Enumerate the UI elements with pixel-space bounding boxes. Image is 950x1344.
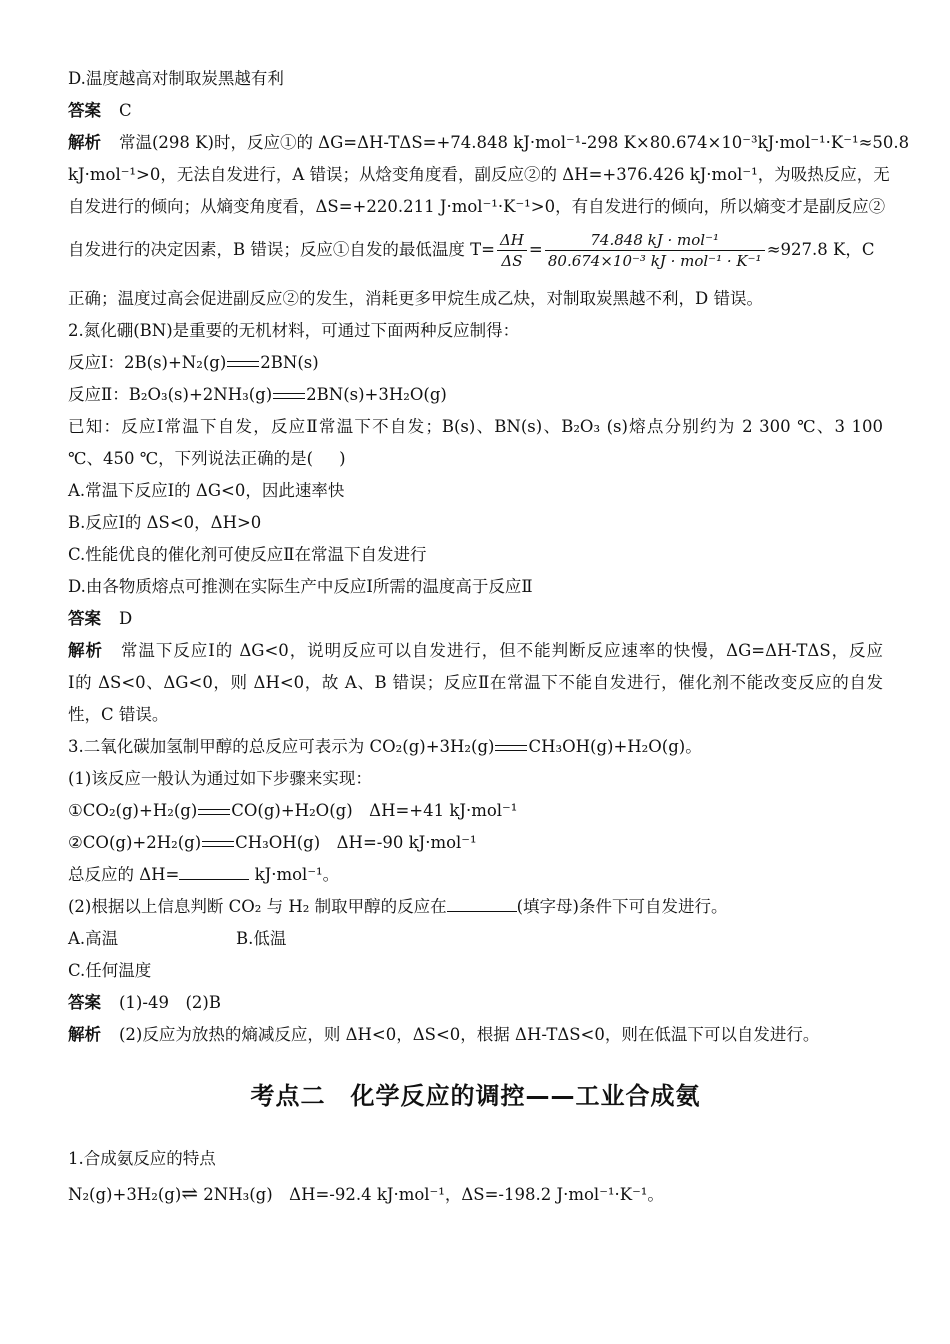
- option-c: C.任何温度: [68, 961, 152, 980]
- known-line: 已知：反应Ⅰ常温下自发，反应Ⅱ常温下不自发；B(s)、BN(s)、B₂O₃ (s)熔点分别约为 2 300 ℃、3 100: [68, 417, 883, 436]
- answer-line: [68, 992, 221, 1014]
- total-dh-line: [68, 864, 339, 886]
- equilibrium-icon: [495, 743, 527, 753]
- option-d: D.由各物质熔点可推测在实际生产中反应Ⅰ所需的温度高于反应Ⅱ: [68, 577, 533, 596]
- explanation-line: kJ·mol⁻¹>0，无法自发进行，A 错误；从焓变角度看，副反应②的 ΔH=+376.426 kJ·mol⁻¹，为吸热反应，无: [68, 165, 890, 184]
- option-a: A.常温下反应Ⅰ的 ΔG<0，因此速率快: [68, 481, 345, 500]
- question-3-part-2: [68, 896, 728, 918]
- explanation-line: [68, 1024, 819, 1046]
- equals-sign: =: [528, 240, 543, 259]
- step-text: ①CO₂(g)+H₂(g): [68, 801, 198, 820]
- explanation-line: 性，C 错误。: [68, 705, 169, 724]
- equilibrium-icon: [227, 359, 259, 369]
- reaction-text: 2NH₃(g) ΔH=-92.4 kJ·mol⁻¹，ΔS=-198.2 J·mol⁻¹·K⁻¹。: [198, 1185, 664, 1204]
- question-text: (填字母)条件下可自发进行。: [516, 897, 728, 916]
- reaction-2: [68, 384, 447, 406]
- fraction-numerator: 74.848 kJ · mol⁻¹: [545, 230, 765, 251]
- answer-tag: 答案: [68, 609, 101, 628]
- explanation-formula-line: [68, 228, 874, 272]
- question-2: 2.氮化硼(BN)是重要的无机材料，可通过下面两种反应制得：: [68, 321, 520, 340]
- equilibrium-icon: [273, 391, 305, 401]
- point-1: 1.合成氨反应的特点: [68, 1149, 216, 1168]
- reaction-text: 2BN(s): [260, 353, 319, 372]
- explanation-text: (2)反应为放热的熵减反应，则 ΔH<0，ΔS<0，根据 ΔH-TΔS<0，则在低温下可以自发进行。: [119, 1025, 820, 1044]
- question-text: (2)根据以上信息判断 CO₂ 与 H₂ 制取甲醇的反应在: [68, 897, 447, 916]
- step-1: [68, 800, 517, 822]
- explanation-text: 常温下反应Ⅰ的 ΔG<0，说明反应可以自发进行，但不能判断反应速率的快慢，ΔG=ΔH-TΔS，反应: [120, 641, 884, 660]
- fraction-denominator: 80.674×10⁻³ kJ · mol⁻¹ · K⁻¹: [547, 252, 762, 270]
- explanation-text: 自发进行的决定因素，B 错误；反应①自发的最低温度 T=: [68, 240, 495, 259]
- step-text: CH₃OH(g) ΔH=-90 kJ·mol⁻¹: [235, 833, 477, 852]
- question-3: [68, 736, 702, 758]
- answer-value: (1)-49 (2)B: [119, 993, 221, 1012]
- reaction-1: [68, 352, 319, 374]
- explanation-line: [68, 640, 883, 662]
- answer-tag: 答案: [68, 101, 101, 120]
- known-text: ℃、450 ℃，下列说法正确的是(: [68, 449, 314, 468]
- reaction-text: 2BN(s)+3H₂O(g): [306, 385, 447, 404]
- total-text: kJ·mol⁻¹。: [249, 865, 340, 884]
- option-a: A.高温: [68, 929, 119, 948]
- answer-line: [68, 100, 132, 122]
- reaction-text: N₂(g)+3H₂(g): [68, 1185, 182, 1204]
- known-text: ): [339, 449, 346, 468]
- fraction-dh-ds: [497, 230, 527, 271]
- equilibrium-icon: [198, 807, 230, 817]
- reaction-text: 反应Ⅰ：2B(s)+N₂(g): [68, 353, 227, 372]
- answer-value: C: [119, 101, 132, 120]
- ammonia-reaction: [68, 1182, 664, 1206]
- reaction-text: 反应Ⅱ：B₂O₃(s)+2NH₃(g): [68, 385, 273, 404]
- question-text: 3.二氧化碳加氢制甲醇的总反应可表示为 CO₂(g)+3H₂(g): [68, 737, 495, 756]
- answer-line: [68, 608, 132, 630]
- step-text: ②CO(g)+2H₂(g): [68, 833, 202, 852]
- explanation-text: ≈927.8 K，C: [766, 240, 875, 259]
- fraction-values: [545, 230, 765, 271]
- explanation-line: [68, 132, 910, 154]
- equilibrium-icon: [202, 839, 234, 849]
- question-text: CH₃OH(g)+H₂O(g)。: [528, 737, 702, 756]
- known-line: [68, 448, 346, 470]
- option-d: D.温度越高对制取炭黑越有利: [68, 69, 284, 88]
- explanation-text: 常温(298 K)时，反应①的 ΔG=ΔH-TΔS=+74.848 kJ·mol⁻¹-298 K×80.674×10⁻³kJ·mol⁻¹·K⁻¹≈50.8: [119, 133, 910, 152]
- explanation-tag: 解析: [68, 641, 103, 660]
- explanation-tag: 解析: [68, 133, 101, 152]
- options-row: [68, 928, 286, 950]
- step-text: CO(g)+H₂O(g) ΔH=+41 kJ·mol⁻¹: [231, 801, 518, 820]
- explanation-tag: 解析: [68, 1025, 101, 1044]
- option-b: B.反应Ⅰ的 ΔS<0，ΔH>0: [68, 513, 262, 532]
- explanation-line: Ⅰ的 ΔS<0、ΔG<0，则 ΔH<0，故 A、B 错误；反应Ⅱ在常温下不能自发进行，催化剂不能改变反应的自发: [68, 673, 883, 692]
- option-b: B.低温: [236, 929, 287, 948]
- fraction-numerator: ΔH: [497, 230, 527, 251]
- fraction-denominator: ΔS: [501, 252, 523, 270]
- answer-blank[interactable]: [447, 897, 517, 912]
- total-text: 总反应的 ΔH=: [68, 865, 180, 884]
- answer-blank[interactable]: [179, 865, 249, 880]
- answer-value: D: [119, 609, 133, 628]
- step-2: [68, 832, 477, 854]
- question-3-part-1: (1)该反应一般认为通过如下步骤来实现：: [68, 769, 372, 788]
- option-c: C.性能优良的催化剂可使反应Ⅱ在常温下自发进行: [68, 545, 427, 564]
- explanation-line: 正确；温度过高会促进副反应②的发生，消耗更多甲烷生成乙炔，对制取炭黑越不利，D 错误。: [68, 289, 763, 308]
- explanation-line: 自发进行的倾向；从熵变角度看，ΔS=+220.211 J·mol⁻¹·K⁻¹>0，有自发进行的倾向，所以熵变才是副反应②: [68, 197, 886, 216]
- answer-tag: 答案: [68, 993, 101, 1012]
- equilibrium-icon: ⇌: [181, 1181, 199, 1205]
- section-heading: 考点二 化学反应的调控——工业合成氨: [250, 1082, 701, 1110]
